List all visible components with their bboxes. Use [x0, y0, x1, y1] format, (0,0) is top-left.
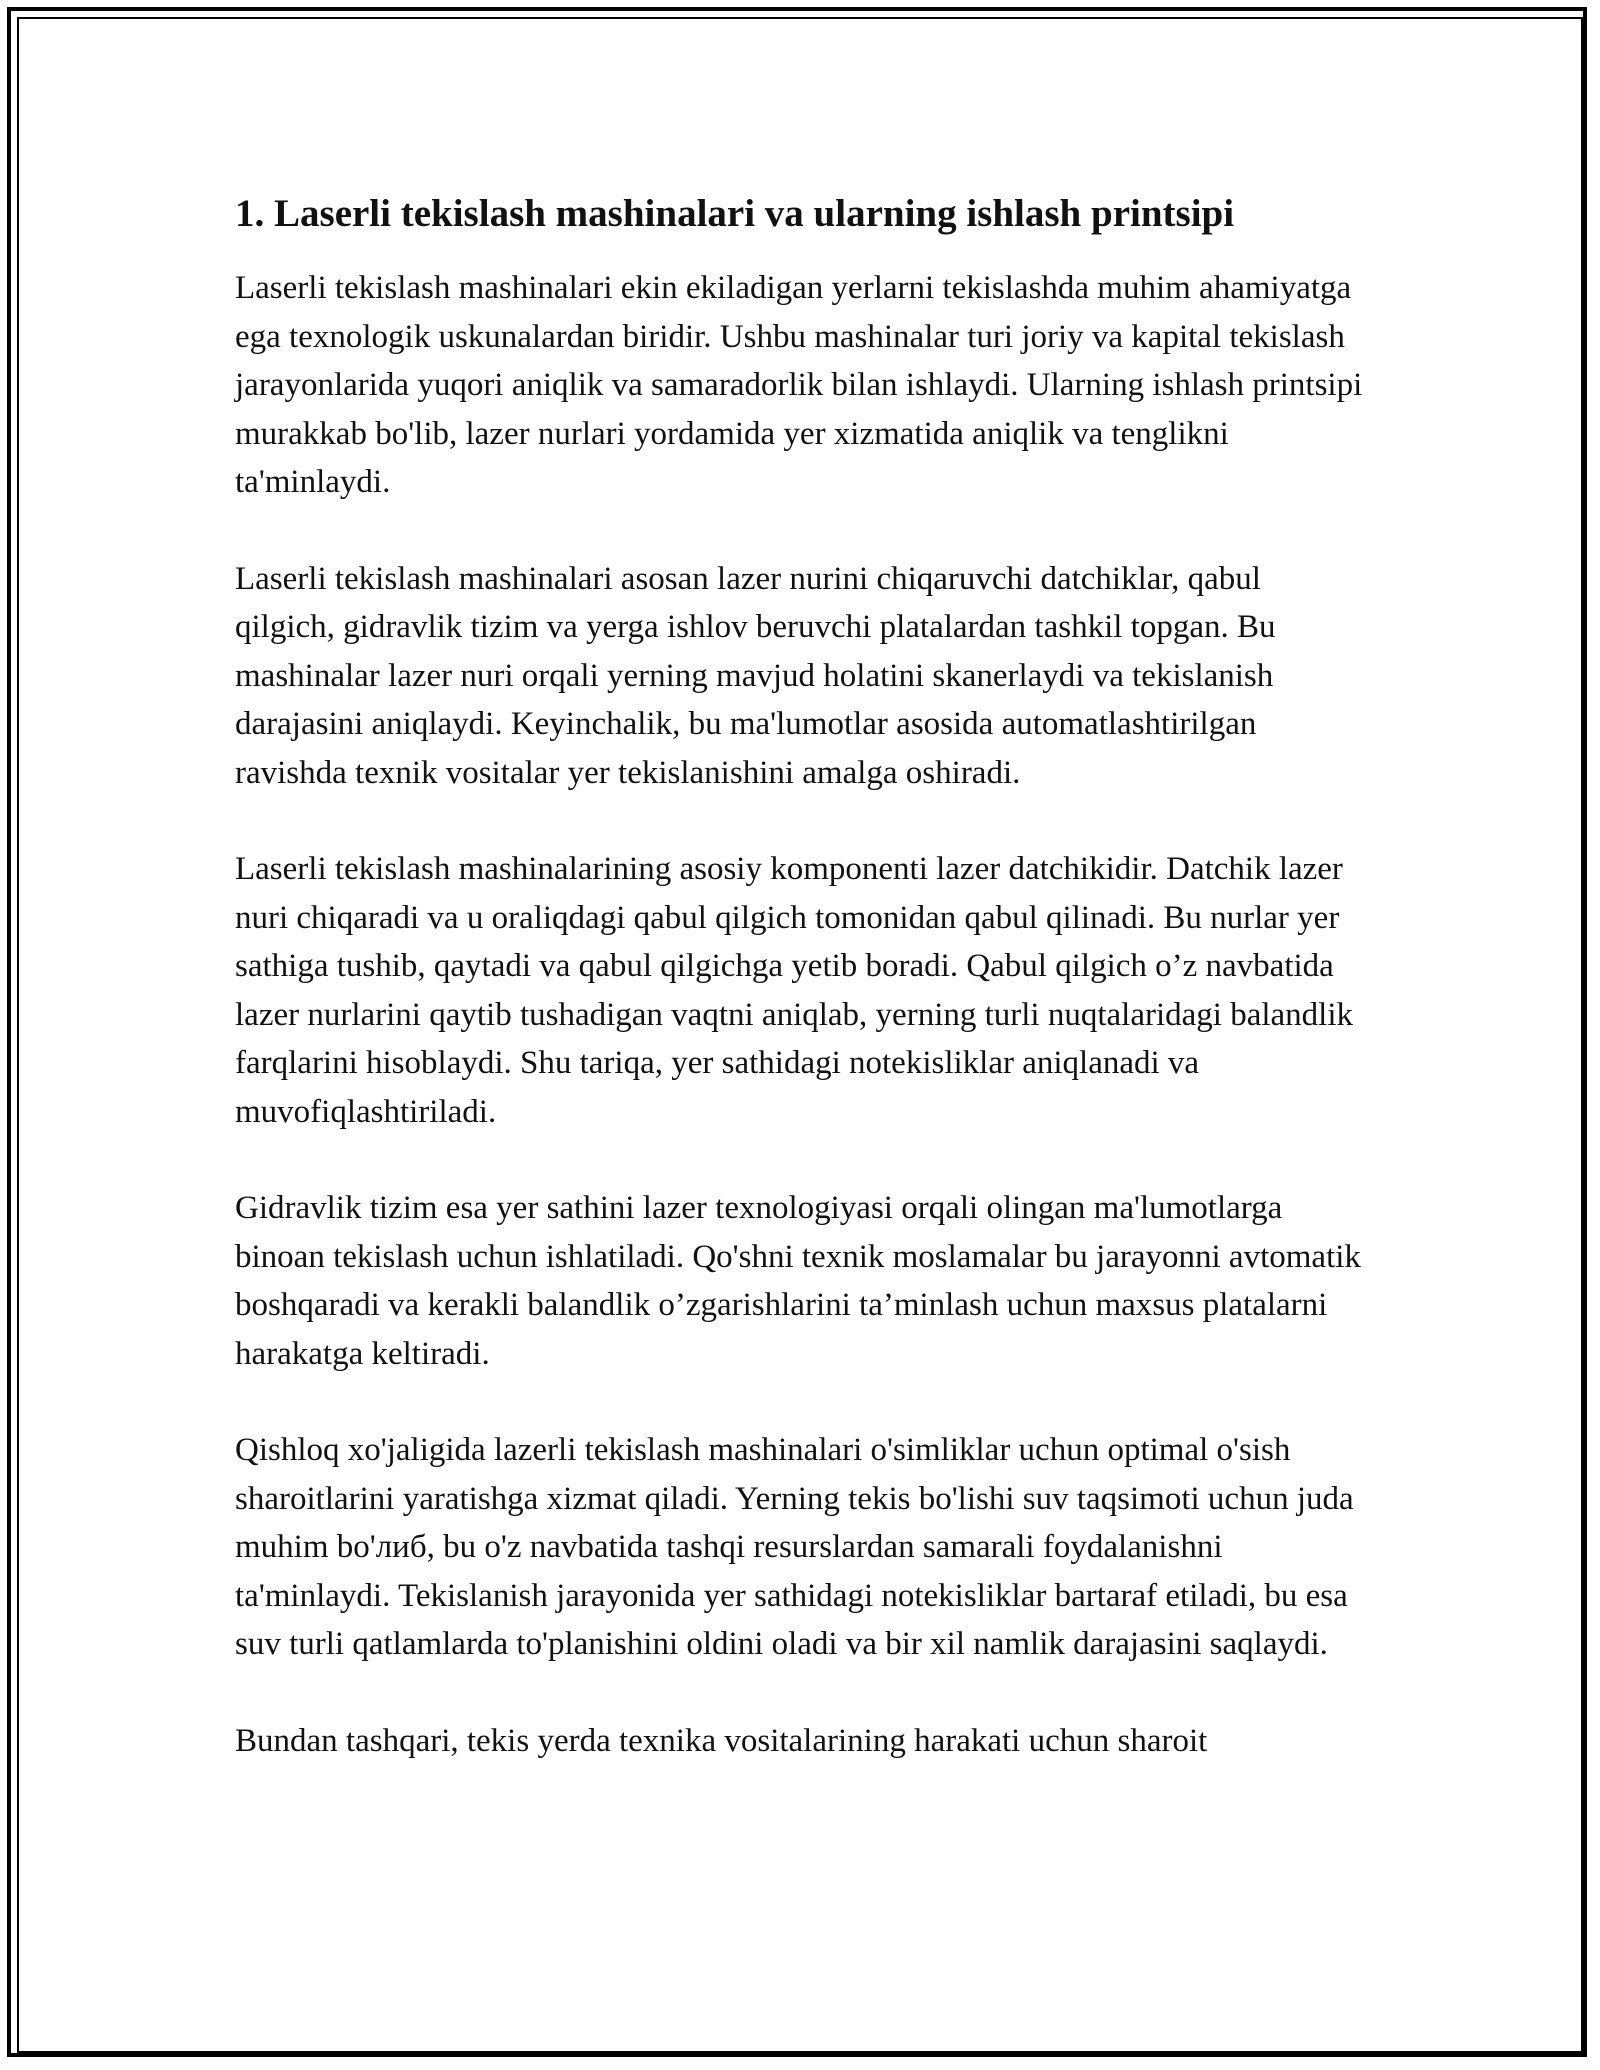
paragraph-2: Laserli tekislash mashinalari asosan lazer nurini chiqaruvchi datchiklar, qabul qilgich, gidravlik tizim va yerga ishlov beruvchi platalardan tashkil topgan. Bu mashinalar lazer nuri orqali yerning mavjud holatini skanerlaydi va tekislanish darajasini aniqlaydi. Keyinchalik, bu ma'lumotlar asosida automatlashtirilgan ravishda texnik vositalar yer tekislanishini amalga oshiradi.: [235, 560, 1276, 791]
paragraph-6: Bundan tashqari, tekis yerda texnika vositalarining harakati uchun sharoit: [235, 1722, 1208, 1759]
paragraph-4: Gidravlik tizim esa yer sathini lazer texnologiyasi orqali olingan ma'lumotlarga binoan tekislash uchun ishlatiladi. Qo'shni texnik moslamalar bu jarayonni avtomatik boshqaradi va kerakli balandlik o’zgarishlarini ta’minlash uchun maxsus platalarni harakatga keltiradi.: [235, 1190, 1361, 1372]
section-heading: 1. Laserli tekislash mashinalari va ularning ishlash printsipi: [235, 192, 1235, 235]
paragraph-5: Qishloq xo'jaligida lazerli tekislash mashinalari o'simliklar uchun optimal o'sish sharoitlarini yaratishga xizmat qiladi. Yerning tekis bo'lishi suv taqsimoti uchun juda muhim bo'либ, bu o'z navbatida tashqi resurslardan samarali foydalanishni ta'minlaydi. Tekislanish jarayonida yer sathidagi notekisliklar bartaraf etiladi, bu esa suv turli qatlamlarda to'planishini oldini oladi va bir xil namlik darajasini saqlaydi.: [235, 1432, 1354, 1662]
document-body: [235, 188, 1365, 1813]
paragraph-3: Laserli tekislash mashinalarining asosiy komponenti lazer datchikidir. Datchik lazer nuri chiqaradi va u oraliqdagi qabul qilgich tomonidan qabul qilinadi. Bu nurlar yer sathiga tushib, qaytadi va qabul qilgichga yetib boradi. Qabul qilgich o’z navbatida lazer nurlarini qaytib tushadigan vaqtni aniqlab, yerning turli nuqtalaridagi balandlik farqlarini hisoblaydi. Shu tariqa, yer sathidagi notekisliklar aniqlanadi va muvofiqlashtiriladi.: [235, 851, 1354, 1130]
paragraph-1: Laserli tekislash mashinalari ekin ekiladigan yerlarni tekislashda muhim ahamiyatga ega texnologik uskunalardan biridir. Ushbu mashinalar turi joriy va kapital tekislash jarayonlarida yuqori aniqlik va samaradorlik bilan ishlaydi. Ularning ishlash printsipi murakkab bo'lib, lazer nurlari yordamida yer xizmatida aniqlik va tenglikni ta'minlaydi.: [235, 270, 1363, 500]
